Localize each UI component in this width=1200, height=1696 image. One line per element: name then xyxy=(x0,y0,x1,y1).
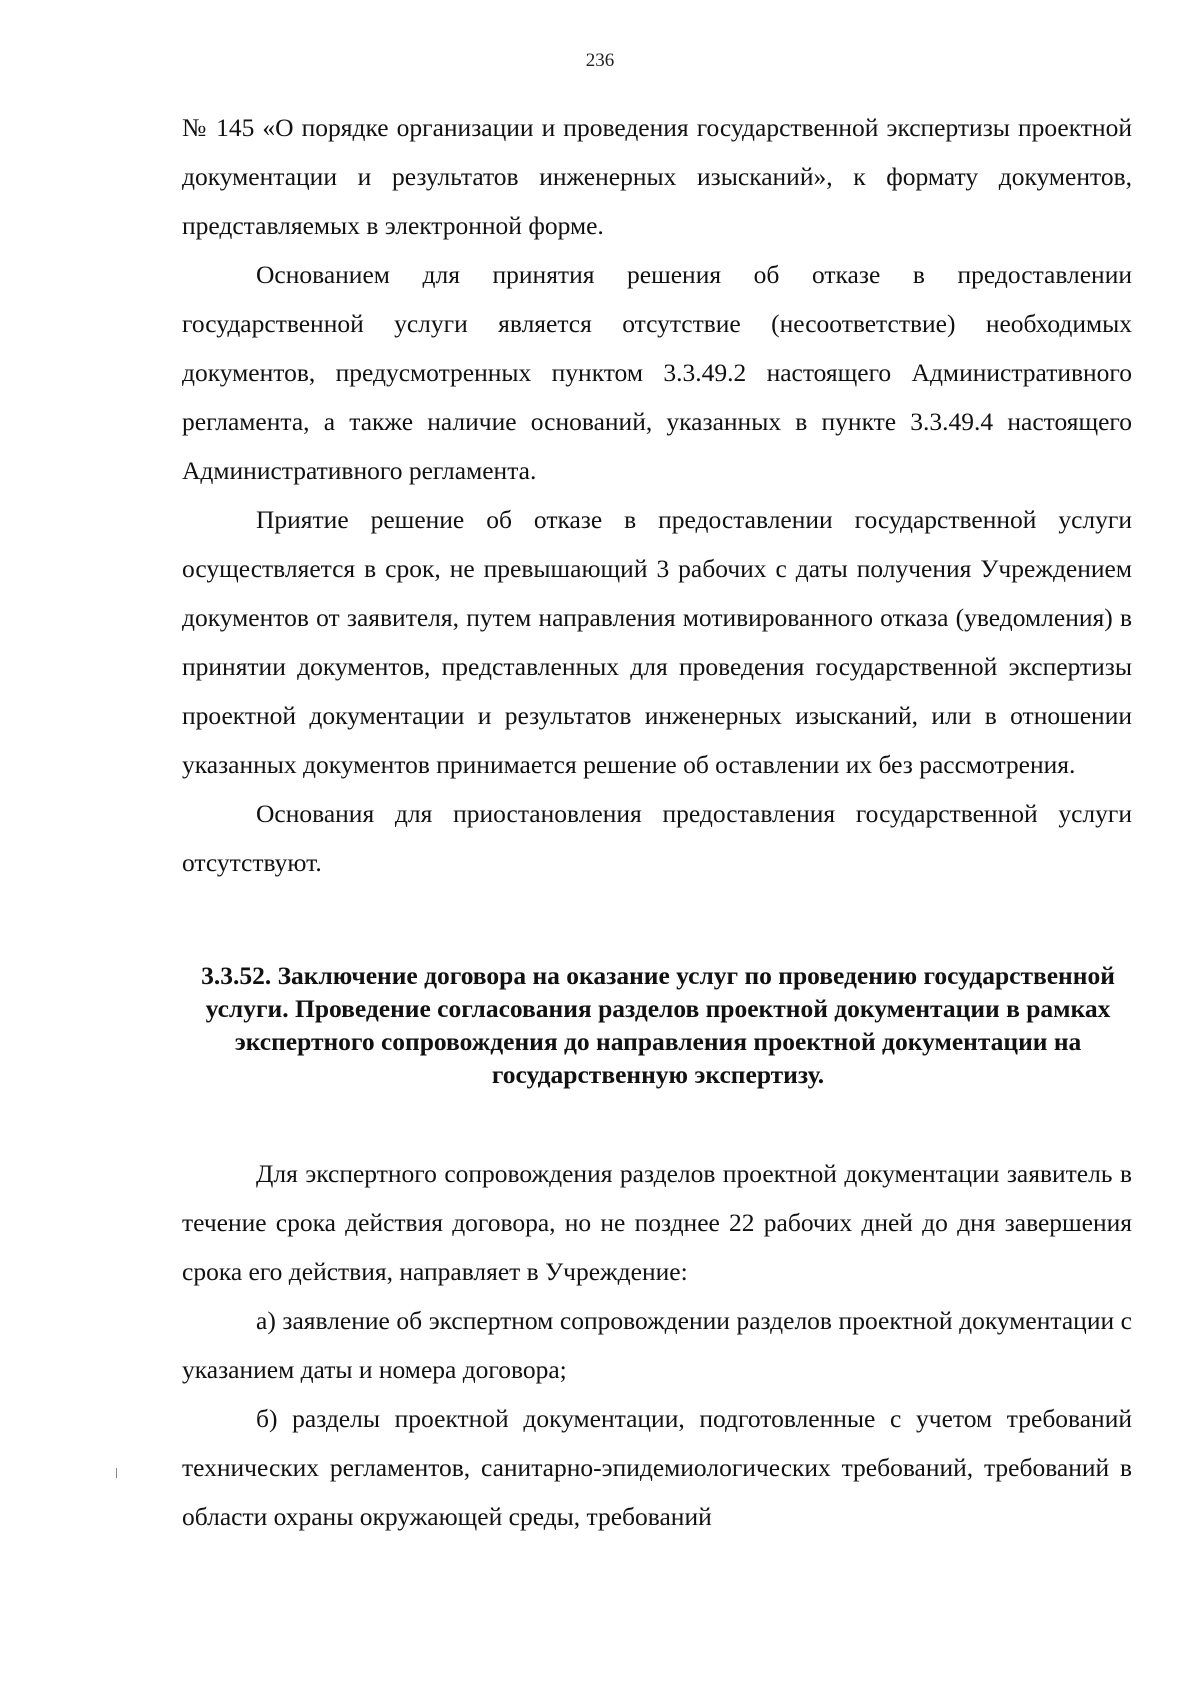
paragraph-suspension-grounds: Основания для приостановления предоставления государственной услуги отсутствуют. xyxy=(182,799,1132,877)
paragraph-refusal-decision: Приятие решение об отказе в предоставлении государственной услуги осуществляется в срок, не превышающий 3 рабочих с даты получения Учреждением документов от заявителя, путем направления мотивированного отказа (уведомления) в принятии документов, представленных для проведения государственной экспертизы проектной документации и результатов инженерных изысканий, или в отношении указанных документов принимается решение об оставлении их без рассмотрения. xyxy=(182,505,1132,779)
page-number: 236 xyxy=(585,50,615,71)
scan-mark xyxy=(116,1468,117,1478)
section-heading: 3.3.52. Заключение договора на оказание услуг по проведению государственной услуги. Проведение согласования разделов проектной документации в рамках экспертного сопровождения до направления проектной документации на государственную экспертизу. xyxy=(201,961,1115,1089)
paragraph-refusal-grounds: Основанием для принятия решения об отказе в предоставлении государственной услуги является отсутствие (несоответствие) необходимых документов, предусмотренных пунктом 3.3.49.2 настоящего Административного регламента, а также наличие оснований, указанных в пункте 3.3.49.4 настоящего Административного регламента. xyxy=(182,260,1132,485)
paragraph-continuation: № 145 «О порядке организации и проведения государственной экспертизы проектной документации и результатов инженерных изысканий», к формату документов, представляемых в электронной форме. xyxy=(182,113,1132,240)
document-body xyxy=(182,103,1132,1541)
list-item-a: а) заявление об экспертном сопровождении разделов проектной документации с указанием даты и номера договора; xyxy=(182,1306,1132,1384)
list-item-b: б) разделы проектной документации, подготовленные с учетом требований технических регламентов, санитарно-эпидемиологических требований, требований в области охраны окружающей среды, требований xyxy=(182,1404,1132,1531)
paragraph-expert-support: Для экспертного сопровождения разделов проектной документации заявитель в течение срока действия договора, но не позднее 22 рабочих дней до дня завершения срока его действия, направляет в Учреждение: xyxy=(182,1159,1132,1286)
